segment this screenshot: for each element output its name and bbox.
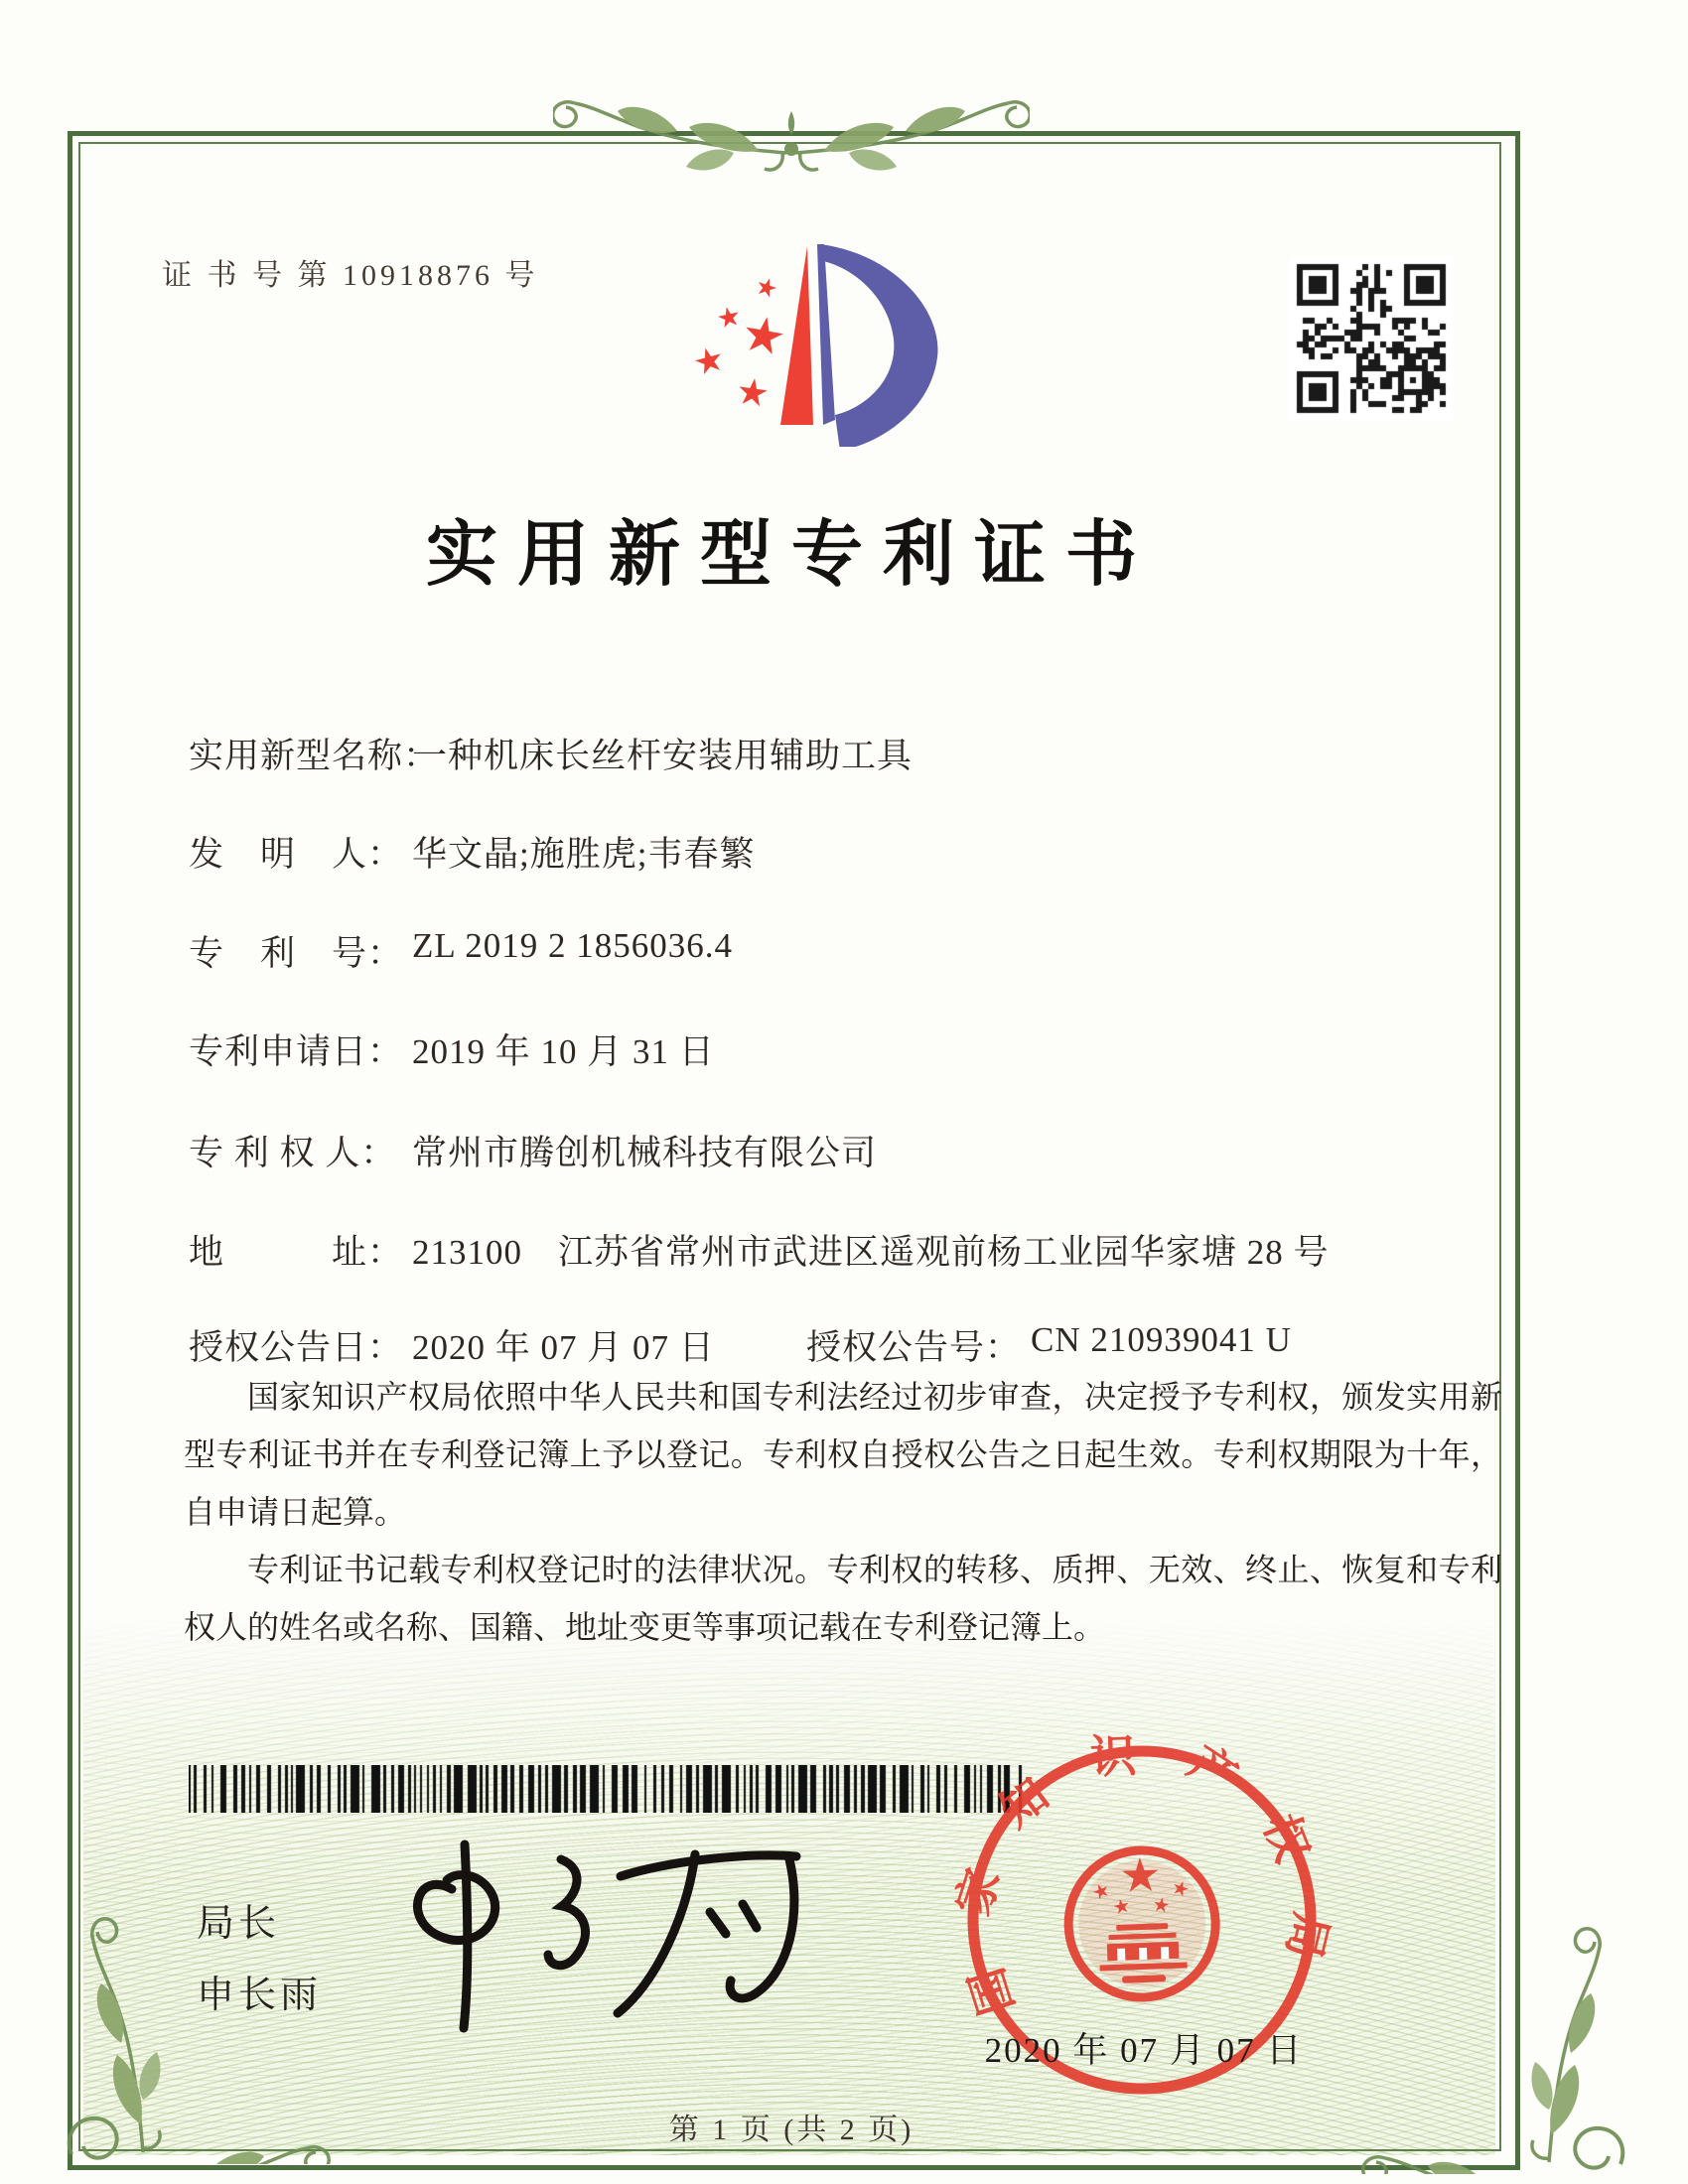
field-row-filing-date bbox=[189, 1024, 1499, 1070]
field-row-inventor bbox=[189, 827, 1499, 873]
field-row-grant bbox=[189, 1320, 1499, 1366]
field-value: 2020 年 07 月 07 日 bbox=[412, 1328, 715, 1367]
field-row-address bbox=[189, 1225, 1499, 1271]
certificate-title: 实用新型专利证书 bbox=[425, 515, 1157, 595]
legal-paragraph-1: 国家知识产权局依照中华人民共和国专利法经过初步审查，决定授予专利权，颁发实用新型专利证书并在专利登记簿上予以登记。专利权自授权公告之日起生效。专利权期限为十年，自申请日起算。 bbox=[184, 1379, 1502, 1530]
field-value: 2019 年 10 月 31 日 bbox=[412, 1032, 715, 1071]
field-row-patentee bbox=[189, 1126, 1499, 1171]
field-label: 授权公告号： bbox=[806, 1328, 1022, 1367]
legal-paragraph-2: 专利证书记载专利权登记时的法律状况。专利权的转移、质押、无效、终止、恢复和专利权人的姓名或名称、国籍、地址变更等事项记载在专利登记簿上。 bbox=[184, 1552, 1502, 1645]
field-row-name bbox=[189, 729, 1499, 774]
qr-code bbox=[1289, 256, 1454, 421]
field-label: 专利申请日： bbox=[189, 1032, 404, 1071]
field-value: 一种机床长丝杆安装用辅助工具 bbox=[412, 737, 914, 775]
field-value: ZL 2019 2 1856036.4 bbox=[412, 926, 733, 965]
border-ornament-top bbox=[553, 91, 1030, 191]
field-label: 地 址： bbox=[189, 1233, 404, 1272]
logo-red-triangle bbox=[780, 246, 813, 425]
director-signature bbox=[367, 1815, 844, 2043]
field-value: 213100 江苏省常州市武进区遥观前杨工业园华家塘 28 号 bbox=[412, 1233, 1330, 1272]
certificate-number: 证 书 号 第 10918876 号 bbox=[162, 259, 539, 292]
field-label: 授权公告日： bbox=[189, 1328, 404, 1367]
field-label: 专 利 号： bbox=[189, 934, 404, 973]
director-title: 局长 bbox=[197, 1903, 281, 1945]
legal-text bbox=[184, 1368, 1502, 1656]
logo-stars bbox=[693, 276, 786, 407]
seal-date: 2020 年 07 月 07 日 bbox=[984, 2031, 1304, 2070]
cnipa-logo-icon bbox=[645, 220, 963, 447]
field-label: 专 利 权 人： bbox=[189, 1134, 397, 1172]
field-row-patent-no bbox=[189, 926, 1499, 972]
logo-p-shape bbox=[819, 244, 938, 447]
field-value: 常州市腾创机械科技有限公司 bbox=[412, 1134, 878, 1172]
national-emblem-icon bbox=[1066, 1847, 1218, 1999]
field-value: CN 210939041 U bbox=[1031, 1320, 1292, 1359]
field-label: 实用新型名称： bbox=[189, 737, 440, 775]
director-name: 申长雨 bbox=[197, 1975, 323, 2016]
seal-text: 国家知识产权局 bbox=[947, 1728, 1337, 2021]
barcode bbox=[189, 1765, 1025, 1813]
page-number: 第 1 页 (共 2 页) bbox=[668, 2114, 914, 2146]
field-label: 发 明 人： bbox=[189, 835, 404, 874]
field-value: 华文晶;施胜虎;韦春繁 bbox=[412, 835, 756, 874]
